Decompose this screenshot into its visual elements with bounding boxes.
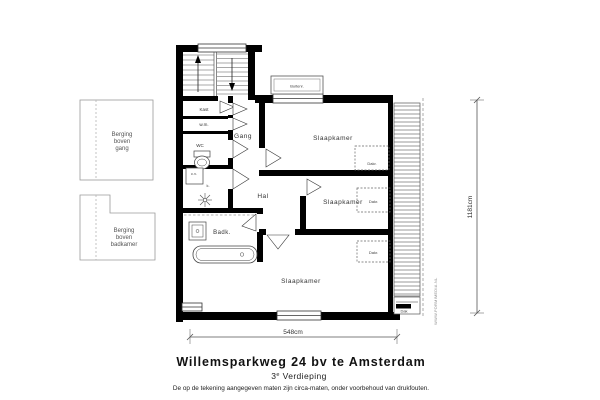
storage-label-line: gang bbox=[115, 146, 129, 152]
dimension-width bbox=[187, 329, 400, 344]
toilet-icon bbox=[194, 151, 210, 169]
bathtub-icon bbox=[193, 246, 257, 263]
dakraam-label-2: Dakr. bbox=[368, 199, 379, 204]
dakraam-label-3: Dakr. bbox=[368, 250, 379, 255]
dimension-width-label: 548cm bbox=[283, 329, 303, 336]
dakraam-label-1: Dakr. bbox=[367, 161, 377, 166]
floor-rest: Verdieping bbox=[279, 371, 327, 381]
wasmachine-label: w.m. bbox=[199, 122, 209, 127]
window-icon-stairwell bbox=[198, 44, 246, 52]
drawing-title: Willemsparkweg 24 bv te Amsterdam bbox=[176, 355, 426, 369]
hal-label: Hal bbox=[257, 193, 269, 200]
door-wasmachine bbox=[233, 118, 247, 130]
kast-label: Kast bbox=[199, 107, 209, 112]
window-icon-bottom bbox=[277, 311, 321, 320]
balcony-label: Buitenr. bbox=[290, 83, 304, 89]
door-slaapkamer1 bbox=[266, 149, 281, 167]
wc-label: WC bbox=[196, 143, 204, 148]
floor-number-sup: e bbox=[276, 372, 280, 378]
storage-label-line: Berging bbox=[113, 228, 135, 234]
gang-label: Gang bbox=[234, 133, 252, 140]
storage-label-line: Berging bbox=[111, 132, 133, 138]
window-icon-corner bbox=[182, 303, 202, 311]
storage-box-above-gang bbox=[80, 100, 153, 180]
door-badkamer bbox=[242, 214, 256, 231]
dimension-height bbox=[467, 97, 484, 316]
door-cv bbox=[233, 169, 249, 189]
storage-label-line: boven bbox=[115, 235, 133, 241]
dimension-height-label: 1181cm bbox=[467, 195, 474, 219]
slaapkamer3-label: Slaapkamer bbox=[281, 278, 321, 285]
storage-label-line: boven bbox=[113, 139, 131, 145]
staircase-icon bbox=[183, 52, 248, 96]
dakraam-box-1 bbox=[355, 146, 389, 170]
watermark-text: WWW.FORMIMEDIA.NL bbox=[433, 277, 438, 325]
drawing-subtitle bbox=[271, 371, 327, 381]
badkamer-label: Badk. bbox=[213, 230, 231, 236]
door-slaapkamer2 bbox=[307, 179, 321, 195]
storage-box-above-badkamer bbox=[80, 195, 155, 260]
balcony bbox=[271, 76, 323, 94]
k-label: k. bbox=[206, 183, 210, 188]
door-wc bbox=[233, 140, 248, 158]
slaapkamer2-label: Slaapkamer bbox=[323, 199, 363, 206]
cv-label: c.v. bbox=[191, 171, 197, 176]
door-kast bbox=[233, 103, 247, 115]
sink-icon bbox=[189, 222, 206, 240]
stair-up-arrow-icon bbox=[195, 55, 201, 92]
drawing-disclaimer: De op de tekening aangegeven maten zijn circa-maten, onder voorbehoud van drukfouten. bbox=[172, 385, 430, 392]
floor-number: 3 bbox=[271, 371, 277, 381]
vent-icon bbox=[198, 193, 212, 207]
roof-hatch-strip bbox=[394, 98, 423, 318]
dak-box bbox=[394, 297, 420, 314]
cv-unit-icon bbox=[186, 168, 210, 188]
door-slaapkamer3 bbox=[267, 235, 289, 249]
dak-label: Dak bbox=[400, 308, 408, 314]
window-icon-balcony bbox=[273, 94, 323, 103]
storage-label-line: badkamer bbox=[110, 242, 138, 248]
slaapkamer1-label: Slaapkamer bbox=[313, 135, 353, 142]
